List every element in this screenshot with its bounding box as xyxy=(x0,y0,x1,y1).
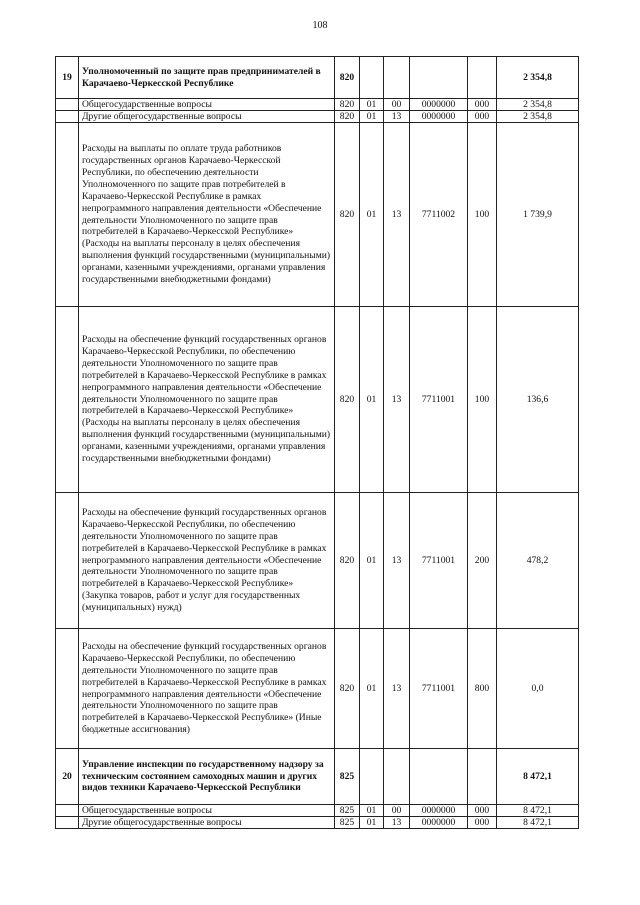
table-row xyxy=(56,749,579,805)
target-code: 7711001 xyxy=(410,493,468,629)
expense-type-code: 000 xyxy=(468,99,497,111)
row-description: Управление инспекции по государственному надзору за техническим состоянием самоходных машин и других видов техники Карачаево-Черкесской Республики xyxy=(79,749,335,805)
section-code: 01 xyxy=(360,817,384,829)
subsection-code xyxy=(384,57,410,99)
ministry-code: 825 xyxy=(335,749,360,805)
row-description: Расходы на обеспечение функций государственных органов Карачаево-Черкесской Республики, по обеспечению деятельности Уполномоченного по защите прав потребителей в Карачаево-Черкесской Республике в рамках непрограммного направления деятельности «Обеспечение деятельности Уполномоченного по защите прав потребителей в Карачаево-Черкесской Республике» (Расходы на выплаты персоналу в целях обеспечения выполнения функций государственными (муниципальными) органами, казенными учреждениями, органами управления государственными внебюджетными фондами) xyxy=(79,307,335,493)
table-row xyxy=(56,111,579,123)
row-description: Расходы на выплаты по оплате труда работников государственных органов Карачаево-Черкесской Республики, по обеспечению деятельности Уполномоченного по защите прав потребителей в Карачаево-Черкесской Республике в рамках непрограммного направления деятельности «Обеспечение деятельности Уполномоченного по защите прав потребителей в Карачаево-Черкесской Республике» (Расходы на выплаты персоналу в целях обеспечения выполнения функций государственными (муниципальными) органами, казенными учреждениями, органами управления государственными внебюджетными фондами) xyxy=(79,123,335,307)
amount: 136,6 xyxy=(497,307,579,493)
expense-type-code: 000 xyxy=(468,111,497,123)
row-number xyxy=(56,493,79,629)
ministry-code: 820 xyxy=(335,123,360,307)
ministry-code: 820 xyxy=(335,57,360,99)
ministry-code: 820 xyxy=(335,629,360,749)
row-number xyxy=(56,817,79,829)
subsection-code: 13 xyxy=(384,817,410,829)
row-description: Уполномоченный по защите прав предпринимателей в Карачаево-Черкесской Республике xyxy=(79,57,335,99)
table-row xyxy=(56,57,579,99)
amount: 2 354,8 xyxy=(497,57,579,99)
row-description: Общегосударственные вопросы xyxy=(79,99,335,111)
row-number xyxy=(56,111,79,123)
target-code: 0000000 xyxy=(410,817,468,829)
subsection-code: 13 xyxy=(384,111,410,123)
page-number: 108 xyxy=(312,20,328,31)
ministry-code: 820 xyxy=(335,493,360,629)
expense-type-code: 100 xyxy=(468,123,497,307)
row-number: 19 xyxy=(56,57,79,99)
section-code: 01 xyxy=(360,493,384,629)
expense-type-code: 200 xyxy=(468,493,497,629)
amount: 1 739,9 xyxy=(497,123,579,307)
target-code: 7711001 xyxy=(410,307,468,493)
subsection-code xyxy=(384,749,410,805)
row-number xyxy=(56,99,79,111)
expense-type-code xyxy=(468,57,497,99)
ministry-code: 820 xyxy=(335,99,360,111)
expense-type-code xyxy=(468,749,497,805)
target-code: 0000000 xyxy=(410,805,468,817)
ministry-code: 825 xyxy=(335,817,360,829)
section-code: 01 xyxy=(360,123,384,307)
section-code: 01 xyxy=(360,629,384,749)
subsection-code: 13 xyxy=(384,307,410,493)
row-description: Другие общегосударственные вопросы xyxy=(79,817,335,829)
expense-type-code: 000 xyxy=(468,817,497,829)
row-number xyxy=(56,307,79,493)
amount: 8 472,1 xyxy=(497,817,579,829)
ministry-code: 820 xyxy=(335,307,360,493)
table-row xyxy=(56,123,579,307)
section-code: 01 xyxy=(360,805,384,817)
row-description: Расходы на обеспечение функций государственных органов Карачаево-Черкесской Республики, по обеспечению деятельности Уполномоченного по защите прав потребителей в Карачаево-Черкесской Республике в рамках непрограммного направления деятельности «Обеспечение деятельности Уполномоченного по защите прав потребителей в Карачаево-Черкесской Республике» (Иные бюджетные ассигнования) xyxy=(79,629,335,749)
target-code xyxy=(410,57,468,99)
subsection-code: 13 xyxy=(384,629,410,749)
target-code: 7711001 xyxy=(410,629,468,749)
amount: 8 472,1 xyxy=(497,749,579,805)
table-row xyxy=(56,817,579,829)
expense-type-code: 000 xyxy=(468,805,497,817)
amount: 2 354,8 xyxy=(497,99,579,111)
section-code: 01 xyxy=(360,111,384,123)
subsection-code: 00 xyxy=(384,99,410,111)
section-code: 01 xyxy=(360,99,384,111)
row-description: Общегосударственные вопросы xyxy=(79,805,335,817)
subsection-code: 13 xyxy=(384,123,410,307)
row-number xyxy=(56,805,79,817)
table-row xyxy=(56,629,579,749)
table-row xyxy=(56,493,579,629)
section-code: 01 xyxy=(360,307,384,493)
table-row xyxy=(56,805,579,817)
target-code: 0000000 xyxy=(410,99,468,111)
section-code xyxy=(360,749,384,805)
amount: 478,2 xyxy=(497,493,579,629)
ministry-code: 820 xyxy=(335,111,360,123)
amount: 2 354,8 xyxy=(497,111,579,123)
ministry-code: 825 xyxy=(335,805,360,817)
row-number xyxy=(56,123,79,307)
row-number: 20 xyxy=(56,749,79,805)
budget-table xyxy=(55,56,579,829)
subsection-code: 00 xyxy=(384,805,410,817)
section-code xyxy=(360,57,384,99)
row-description: Другие общегосударственные вопросы xyxy=(79,111,335,123)
expense-type-code: 800 xyxy=(468,629,497,749)
amount: 8 472,1 xyxy=(497,805,579,817)
table-row xyxy=(56,99,579,111)
amount: 0,0 xyxy=(497,629,579,749)
row-description: Расходы на обеспечение функций государственных органов Карачаево-Черкесской Республики, по обеспечению деятельности Уполномоченного по защите прав потребителей в Карачаево-Черкесской Республике в рамках непрограммного направления деятельности «Обеспечение деятельности Уполномоченного по защите прав потребителей в Карачаево-Черкесской Республике» (Закупка товаров, работ и услуг для государственных (муниципальных) нужд) xyxy=(79,493,335,629)
target-code: 0000000 xyxy=(410,111,468,123)
target-code: 7711002 xyxy=(410,123,468,307)
expense-type-code: 100 xyxy=(468,307,497,493)
row-number xyxy=(56,629,79,749)
subsection-code: 13 xyxy=(384,493,410,629)
target-code xyxy=(410,749,468,805)
table-row xyxy=(56,307,579,493)
